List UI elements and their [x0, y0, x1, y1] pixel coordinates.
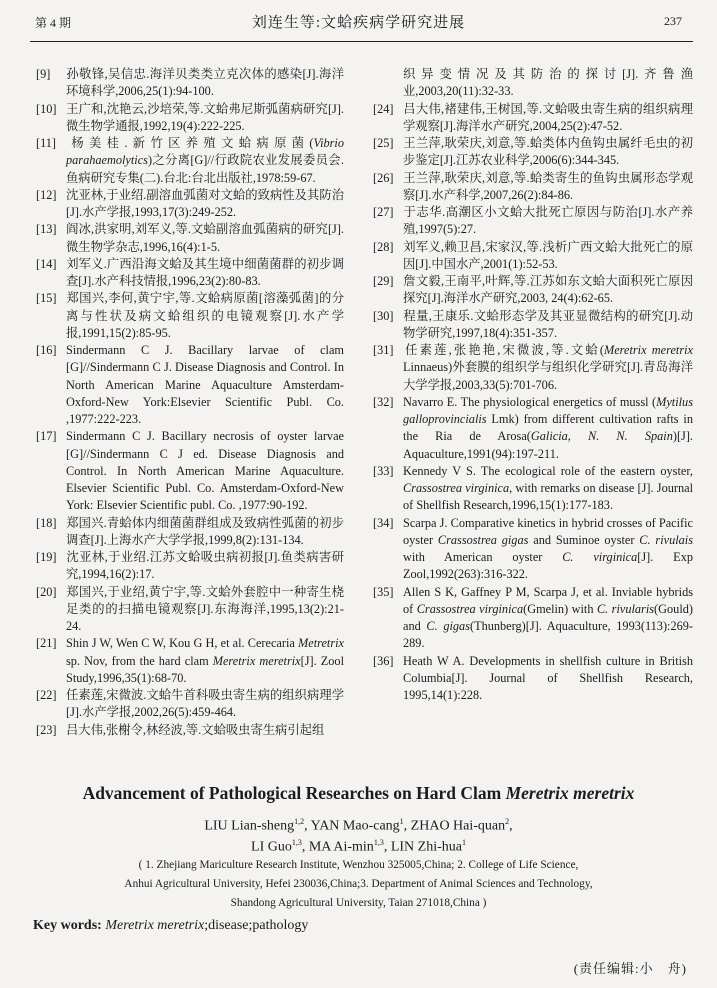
author-separator: ,: [509, 818, 513, 834]
keywords-rest: ;disease;pathology: [204, 918, 309, 933]
reference-entry: [36, 722, 344, 739]
reference-number: [9]: [36, 67, 51, 81]
author-separator: ,: [304, 818, 311, 834]
author-separator: ,: [301, 839, 309, 855]
reference-text: sp. Nov, from the hard clam: [66, 653, 213, 668]
reference-entry: [36, 549, 344, 584]
reference-number: [20]: [36, 584, 57, 599]
reference-entry: [373, 342, 693, 394]
author-name: LI Guo: [251, 839, 292, 855]
reference-italic-text: Galicia, N. N. Spain: [530, 429, 673, 444]
reference-text: Scarpa J. Comparative kinetics in hybrid crosses of Pacific oyster: [403, 515, 693, 547]
reference-number: [10]: [36, 101, 57, 116]
keywords: [33, 918, 308, 934]
reference-entry: [36, 187, 344, 222]
reference-italic-text: C. virginica: [562, 550, 638, 564]
reference-text: Shin J W, Wen C W, Kou G H, et al. Cerecaria: [66, 636, 299, 651]
reference-text: 杨美桂.新竹区养殖文蛤病原菌(: [66, 136, 314, 150]
reference-text: 王兰萍,耿荣庆,刘意,等.蛤类寄生的鱼钩虫属形态学观察[J].水产科学,2007,26(2):84-86.: [403, 170, 693, 202]
reference-entry: [36, 66, 344, 101]
reference-text: Allen S K, Gaffney P M, Scarpa J, et al. Inviable hybrids of: [403, 584, 693, 616]
reference-entry: [36, 428, 344, 514]
author-affiliation-mark: 2: [505, 817, 510, 826]
author-affiliation-mark: 1: [461, 838, 466, 847]
reference-italic-text: C. gigas: [426, 619, 470, 633]
reference-entry: [373, 135, 693, 170]
reference-text: (Gmelin) with: [523, 601, 597, 616]
authors-line-2: [0, 838, 717, 856]
reference-italic-text: Vibrio parahaemolytics: [66, 136, 344, 168]
reference-entry: [373, 515, 693, 584]
reference-entry: [373, 239, 693, 274]
reference-number: [16]: [36, 343, 57, 357]
reference-text: Heath W A. Developments in shellfish culture in British Columbia[J]. Journal of Shellfish Research, 1995,14(1):228.: [403, 653, 693, 702]
reference-number: [36]: [373, 653, 394, 668]
reference-number: [11]: [36, 136, 57, 150]
reference-text: Sindermann C J. Bacillary larvae of clam [G]//Sindermann C J. Disease Diagnosis and Control. In North American Marine Aquaculture Amsterdam-Oxford-New York:Elsevier Scientific Publ. Co. ,1977:222-223.: [66, 343, 344, 426]
reference-number: [12]: [36, 187, 57, 202]
author-affiliation-mark: 1,2: [294, 817, 305, 826]
reference-number: [35]: [373, 584, 394, 599]
reference-italic-text: Crassostrea virginica: [416, 601, 524, 616]
english-title: [0, 783, 717, 804]
reference-entry: [373, 66, 693, 101]
author-separator: ,: [383, 839, 391, 855]
reference-entry: [373, 273, 693, 308]
affiliation-line: Anhui Agricultural University, Hefei 230036,China;3. Department of Animal Sciences and Technology,: [124, 878, 593, 890]
reference-number: [32]: [373, 394, 394, 409]
reference-entry: [36, 290, 344, 342]
reference-text: 郑国兴,于业绍,黄宁宇,等.文蛤外套腔中一种寄生桡足类的的扫描电镜观察[J].东海海洋,1995,13(2):21-24.: [66, 584, 344, 633]
author-separator: ,: [403, 818, 411, 834]
keyword-species: Meretrix meretrix: [105, 918, 205, 933]
reference-italic-text: Meretrix meretrix: [603, 343, 693, 357]
reference-entry: [36, 342, 344, 428]
reference-text: Kennedy V S. The ecological role of the eastern oyster,: [403, 463, 693, 478]
reference-text: 任素莲,宋微波.文蛤牛首科吸虫寄生病的组织病理学[J].水产学报,2002,26(5):459-464.: [66, 688, 344, 720]
reference-text: 郑国兴,李何,黄宁宇,等.文蛤病原菌[溶藻弧菌]的分离与性状及病文蛤组织的电镜观察[J].水产学报,1991,15(2):85-95.: [66, 291, 344, 340]
reference-number: [33]: [373, 463, 394, 478]
reference-number: [30]: [373, 308, 394, 323]
reference-number: [24]: [373, 101, 394, 116]
author-affiliation-mark: 1: [399, 817, 404, 826]
page-number: 237: [664, 14, 682, 28]
author-affiliation-mark: 1,3: [373, 838, 384, 847]
reference-italic-text: Meretrix meretrix: [212, 653, 301, 668]
reference-number: [17]: [36, 429, 57, 444]
affiliation-line: Shandong Agricultural University, Taian 271018,China ): [230, 897, 487, 909]
reference-entry: [36, 687, 344, 722]
reference-number: [26]: [373, 170, 394, 185]
reference-entry: [36, 256, 344, 291]
reference-number: [28]: [373, 239, 394, 254]
reference-text: 任素莲,张艳艳,宋微波,等.文蛤(: [403, 343, 604, 357]
reference-number: [18]: [36, 515, 57, 530]
reference-text: 王兰萍,耿荣庆,刘意,等.蛤类体内鱼钩虫属纤毛虫的初步鉴定[J].江苏农业科学,2006(6):344-345.: [403, 136, 693, 168]
reference-text: with American oyster: [403, 550, 563, 564]
reference-text: 于志华.高潮区小文蛤大批死亡原因与防治[J].水产养殖,1997(5):27.: [403, 205, 693, 237]
reference-entry: [36, 135, 344, 187]
keywords-label: Key words:: [33, 918, 102, 933]
reference-text: [J]. Zool Study,1996,35(1):68-70.: [66, 653, 344, 685]
reference-entry: [36, 515, 344, 550]
reference-text: 郑国兴.青蛤体内细菌菌群组成及致病性弧菌的初步调查[J].上海水产大学学报,1999,8(2):131-134.: [66, 515, 344, 547]
reference-number: [14]: [36, 256, 57, 271]
reference-entry: [373, 170, 693, 205]
reference-text: )[J]. Aquaculture,1991(94):197-211.: [403, 429, 693, 461]
title-species: Meretrix meretrix: [505, 783, 635, 803]
reference-text: 阎冰,洪家明,刘军义,等.文蛤副溶血弧菌病的研究[J].微生物学杂志,1996,16(4):1-5.: [66, 222, 344, 254]
reference-number: [22]: [36, 688, 57, 702]
author-name: LIN Zhi-hua: [390, 839, 462, 855]
author-name: YAN Mao-cang: [310, 818, 400, 834]
author-name: MA Ai-min: [308, 839, 374, 855]
reference-number: [23]: [36, 722, 57, 737]
author-name: ZHAO Hai-quan: [410, 818, 506, 834]
reference-text: , with remarks on disease [J]. Journal of Shellfish Research,1996,15(1):177-183.: [403, 481, 693, 513]
reference-italic-text: C. rivularis: [596, 601, 655, 616]
reference-number: [13]: [36, 222, 57, 237]
references-right-column: [373, 66, 693, 704]
reference-text: 吕大伟,褚建伟,王树国,等.文蛤吸虫寄生病的组织病理学观察[J].海洋水产研究,2004,25(2):47-52.: [403, 101, 693, 133]
reference-number: [34]: [373, 515, 394, 530]
header-rule: [30, 41, 693, 42]
reference-entry: [36, 221, 344, 256]
title-text: Advancement of Pathological Researches on Hard Clam: [82, 783, 506, 803]
reference-number: [15]: [36, 291, 57, 306]
reference-entry: [36, 635, 344, 687]
reference-text: Navarro E. The physiological energetics of mussl (: [403, 394, 657, 409]
reference-text: [J]. Exp Zool,1992(263):316-322.: [403, 550, 693, 582]
reference-italic-text: C. rivulais: [639, 532, 693, 547]
reference-entry: [373, 463, 693, 515]
reference-entry: [373, 394, 693, 463]
reference-text: Linnaeus)外套膜的组织学与组织化学研究[J].青岛海洋大学学报,2003,33(5):701-706.: [403, 360, 693, 392]
reference-text: 沈亚林,于业绍.副溶血弧菌对文蛤的致病性及其防治[J].水产学报,1993,17(3):249-252.: [66, 187, 344, 219]
running-title: 刘连生等:文蛤疾病学研究进展: [251, 15, 466, 31]
reference-entry: [373, 653, 693, 705]
reference-text: 王广和,沈艳云,沙培荣,等.文蛤弗尼斯弧菌病研究[J].微生物学通报,1992,19(4):222-225.: [66, 101, 344, 133]
reference-number: [29]: [373, 274, 394, 288]
reference-italic-text: Mytilus galloprovincialis: [403, 394, 693, 426]
reference-text: and Suminoe oyster: [528, 532, 640, 547]
reference-text: 程量,王康乐.文蛤形态学及其亚显微结构的研究[J].动物学研究,1997,18(4):351-357.: [403, 308, 693, 340]
author-affiliation-mark: 1,3: [291, 838, 302, 847]
editor-note: (责任编辑:小 舟): [573, 961, 687, 976]
reference-text: Lmk) from different cultivation rafts in the Ria de Arosa(: [403, 412, 693, 444]
reference-italic-text: Crassostrea virginica: [403, 481, 510, 495]
reference-italic-text: Crassostrea gigas: [437, 532, 529, 547]
reference-text: 吕大伟,张榭令,林经波,等.文蛤吸虫寄生病引起组: [66, 722, 325, 737]
reference-text: 孙敬锋,吴信忠.海洋贝类类立克次体的感染[J].海洋环境科学,2006,25(1):94-100.: [66, 67, 344, 99]
affiliation-line: ( 1. Zhejiang Mariculture Research Institute, Wenzhou 325005,China; 2. College of Life Science,: [138, 859, 579, 871]
reference-number: [27]: [373, 205, 394, 219]
reference-text: (Thunberg)[J]. Aquaculture, 1993(113):269-289.: [403, 619, 693, 651]
author-name: LIU Lian-sheng: [204, 818, 295, 834]
reference-entry: [373, 584, 693, 653]
reference-entry: [36, 584, 344, 636]
reference-text: 刘军义.广西沿海文蛤及其生境中细菌菌群的初步调查[J].水产科技情报,1996,23(2):80-83.: [66, 256, 344, 288]
reference-text: 詹文毅,王南平,叶辉,等.江苏如东文蛤大面积死亡原因探究[J].海洋水产研究,2003, 24(4):62-65.: [403, 274, 693, 306]
reference-text: 沈亚林,于业绍.江苏文蛤吸虫病初报[J].鱼类病害研究,1994,16(2):17.: [66, 550, 344, 582]
references-left-column: [36, 66, 344, 739]
reference-entry: [373, 101, 693, 136]
reference-italic-text: Metretrix: [298, 636, 344, 651]
reference-text: (Gould) and: [403, 601, 693, 633]
reference-text: )之分离[G]//行政院农业发展委员会.鱼病研究专集(二).台北:台北出版社,1978:59-67.: [66, 153, 344, 185]
reference-entry: [373, 204, 693, 239]
reference-number: [21]: [36, 636, 57, 651]
reference-text: 刘军义,赖卫昌,宋家汉,等.浅析广西文蛤大批死亡的原因[J].中国水产,2001(1):52-53.: [403, 239, 693, 271]
authors-line-1: [0, 817, 717, 835]
reference-number: [25]: [373, 136, 394, 150]
issue-number: 第 4 期: [35, 16, 72, 30]
reference-number: [19]: [36, 550, 57, 564]
reference-number: [31]: [373, 343, 394, 357]
reference-text: 织异变情况及其防治的探讨[J].齐鲁渔业,2003,20(11):32-33.: [403, 67, 693, 99]
reference-text: Sindermann C J. Bacillary necrosis of oyster larvae [G]//Sindermann C J ed. Disease Diagnosis and Control. In North American Marine Aquaculture. Elsevier Scientific Publ. Co. Amsterdam-Oxford-New York: Elsevier Scientific publ. Co. ,1977:90-192.: [66, 429, 344, 513]
reference-entry: [373, 308, 693, 343]
reference-entry: [36, 101, 344, 136]
